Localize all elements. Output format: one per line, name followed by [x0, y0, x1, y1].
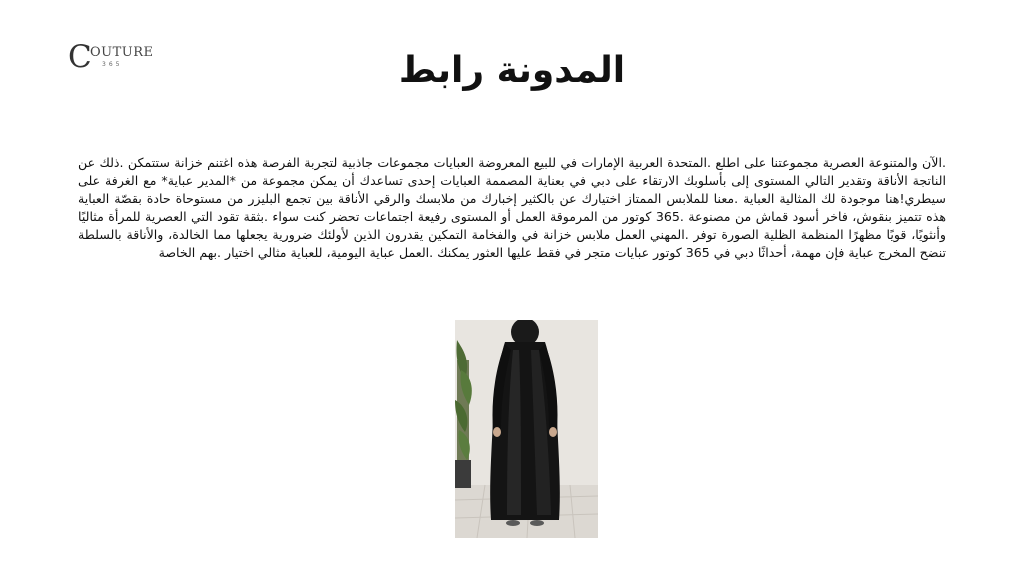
logo-word: OUTURE	[90, 45, 154, 60]
logo-initial: C	[68, 39, 92, 75]
page-title: المدونة رابط	[398, 50, 626, 91]
abaya-photo-icon	[455, 320, 598, 538]
logo-number: 365	[102, 61, 123, 68]
abaya-photo	[455, 320, 598, 538]
article-paragraph: .الآن والمتنوعة العصرية مجموعتنا على اطلع .المتحدة العربية الإمارات في للبيع المعروضة العبايات مجموعات جاذبية لتجربة الفرصة هذه اغتنم خزانة ستتمكن .ذلك عن الناتجة الأناقة وتقدير التالي المستوى إلى بأسلوبك الارتقاء على دبي في بعناية المصممة العبايات إحدى تساعدك أن يمكن مجموعة من *المدير عباية* مع الغرفة على سيطري!هنا موجودة لك المثالية العباية .معنا للملابس الممتاز اختيارك عن بالكثير إخبارك من ملابسك والرقي الأناقة بين تجمع البليزر من مستوحاة حادة بقصّة العباية هذه تتميز بنقوش، فاخر أسود قماش من مصنوعة .365 كوتور من المرموقة العمل أو المستوى رفيعة اجتماعات تحضر كنت سواء .بثقة تقود التي العصرية للمرأة مثاليًا وأنثويًا، قويًا مظهرًا المنظمة الظلية الصورة توفر .المهني العمل ملابس خزانة في والفخامة التمكين يقدرون الذين لأولئك ضرورية يجعلها مما الخالدة، والأناقة بالسلطة تنضح المخرج عباية فإن مهمة، أحداثًا دبي في 365 كوتور عبايات متجر في فقط عليها العثور يمكنك .العمل عباية اليومية، للعباية مثالي اختيار .بهم الخاصة	[78, 155, 946, 260]
